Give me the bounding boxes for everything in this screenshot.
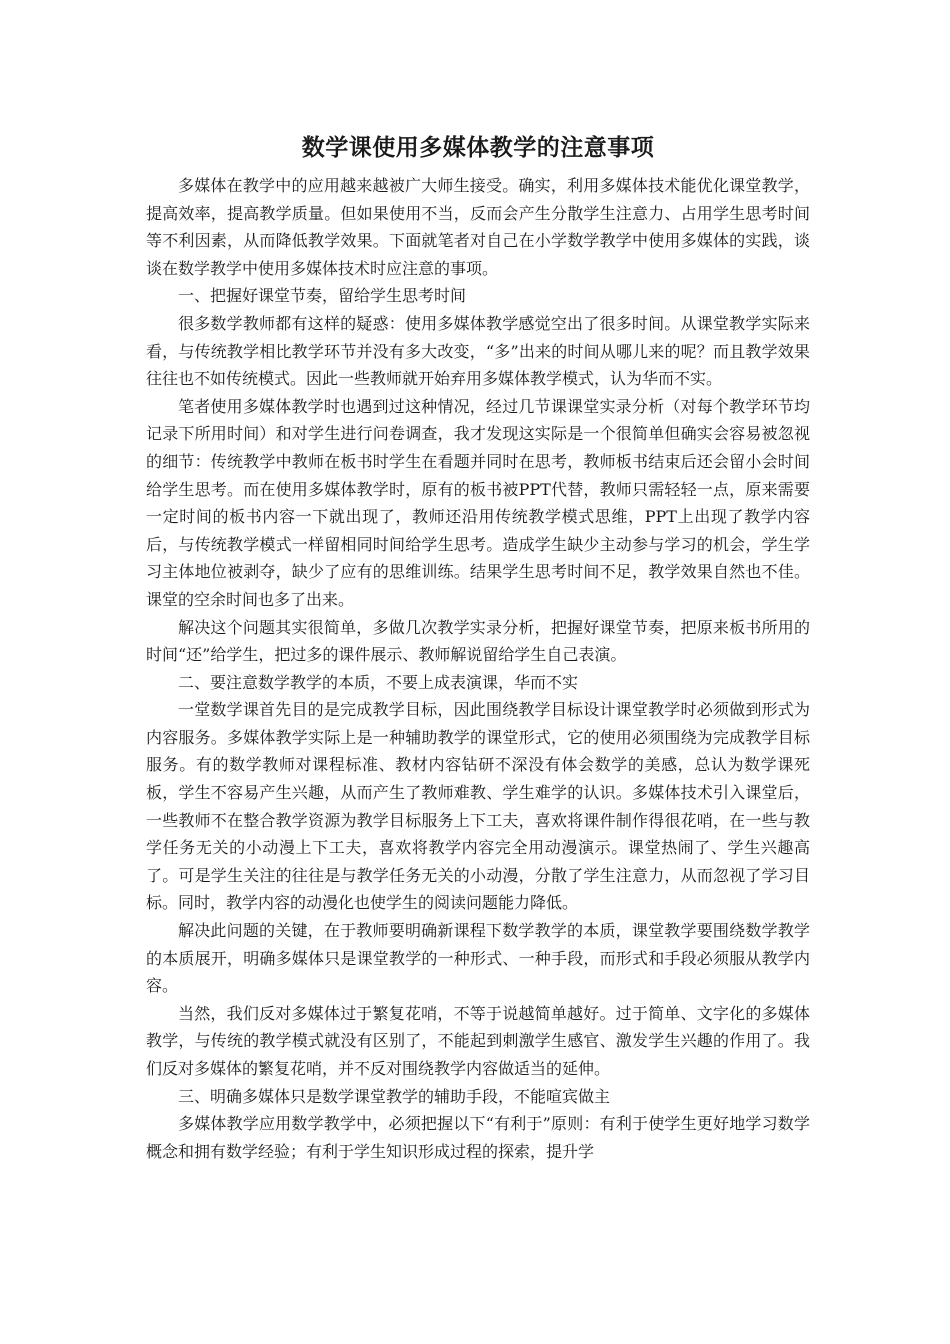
paragraph: 多媒体教学应用数学教学中，必须把握以下“有利于”原则：有利于使学生更好地学习数学概念和拥有数学经验；有利于学生知识形成过程的探索，提升学 [146, 1114, 810, 1161]
paragraph: 一堂数学课首先目的是完成教学目标，因此围绕教学目标设计课堂教学时必须做到形式为内容服务。多媒体教学实际上是一种辅助教学的课堂形式，它的使用必须围绕为完成教学目标服务。有的数学教师对课程标准、教材内容钻研不深没有体会数学的美感，总认为数学课死板，学生不容易产生兴趣，从而产生了教师难教、学生难学的认识。多媒体技术引入课堂后，一些教师不在整合教学资源为教学目标服务上下工夫，喜欢将课件制作得很花哨，在一些与教学任务无关的小动漫上下工夫，喜欢将教学内容完全用动漫演示。课堂热闹了、学生兴趣高了。可是学生关注的往往是与教学任务无关的小动漫，分散了学生注意力，从而忽视了学习目标。同时，教学内容的动漫化也使学生的阅读问题能力降低。 [146, 700, 810, 913]
paragraph: 笔者使用多媒体教学时也遇到过这种情况，经过几节课课堂实录分析（对每个教学环节均记录下所用时间）和对学生进行问卷调查，我才发现这实际是一个很简单但确实会容易被忽视的细节：传统教学中教师在板书时学生在看题并同时在思考，教师板书结束后还会留小会时间给学生思考。而在使用多媒体教学时，原有的板书被PPT代替，教师只需轻轻一点，原来需要一定时间的板书内容一下就出现了，教师还沿用传统教学模式思维，PPT上出现了教学内容后，与传统教学模式一样留相同时间给学生思考。造成学生缺少主动参与学习的机会，学生学习主体地位被剥夺，缺少了应有的思维训练。结果学生思考时间不足，教学效果自然也不佳。课堂的空余时间也多了出来。 [146, 396, 810, 609]
section-heading-3: 三、明确多媒体只是数学课堂教学的辅助手段，不能喧宾做主 [178, 1086, 611, 1106]
paragraph: 解决此问题的关键，在于教师要明确新课程下数学教学的本质，课堂教学要围绕数学教学的本质展开，明确多媒体只是课堂教学的一种形式、一种手段，而形式和手段必须服从教学内容。 [146, 921, 810, 996]
paragraph: 解决这个问题其实很简单，多做几次教学实录分析，把握好课堂节奏，把原来板书所用的时间“还”给学生，把过多的课件展示、教师解说留给学生自己表演。 [146, 617, 810, 665]
document-page [146, 128, 810, 1165]
paragraph: 很多数学教师都有这样的疑惑：使用多媒体教学感觉空出了很多时间。从课堂教学实际来看，与传统教学相比教学环节并没有多大改变，“多”出来的时间从哪儿来的呢？而且教学效果往往也不如传统模式。因此一些教师就开始弃用多媒体教学模式，认为华而不实。 [146, 313, 810, 389]
section-heading-1: 一、把握好课堂节奏，留给学生思考时间 [178, 286, 467, 306]
paragraph: 当然，我们反对多媒体过于繁复花哨，不等于说越简单越好。过于简单、文字化的多媒体教学，与传统的教学模式就没有区别了，不能起到刺激学生感官、激发学生兴趣的作用了。我们反对多媒体的繁复花哨，并不反对围绕教学内容做适当的延伸。 [146, 1003, 810, 1078]
section-heading-2: 二、要注意数学教学的本质，不要上成表演课，华而不实 [178, 672, 579, 692]
document-title: 数学课使用多媒体教学的注意事项 [301, 135, 655, 161]
paragraph-intro: 多媒体在教学中的应用越来越被广大师生接受。确实，利用多媒体技术能优化课堂教学，提高效率，提高教学质量。但如果使用不当，反而会产生分散学生注意力、占用学生思考时间等不利因素，从而降低教学效果。下面就笔者对自己在小学数学教学中使用多媒体的实践，谈谈在数学教学中使用多媒体技术时应注意的事项。 [146, 176, 810, 278]
